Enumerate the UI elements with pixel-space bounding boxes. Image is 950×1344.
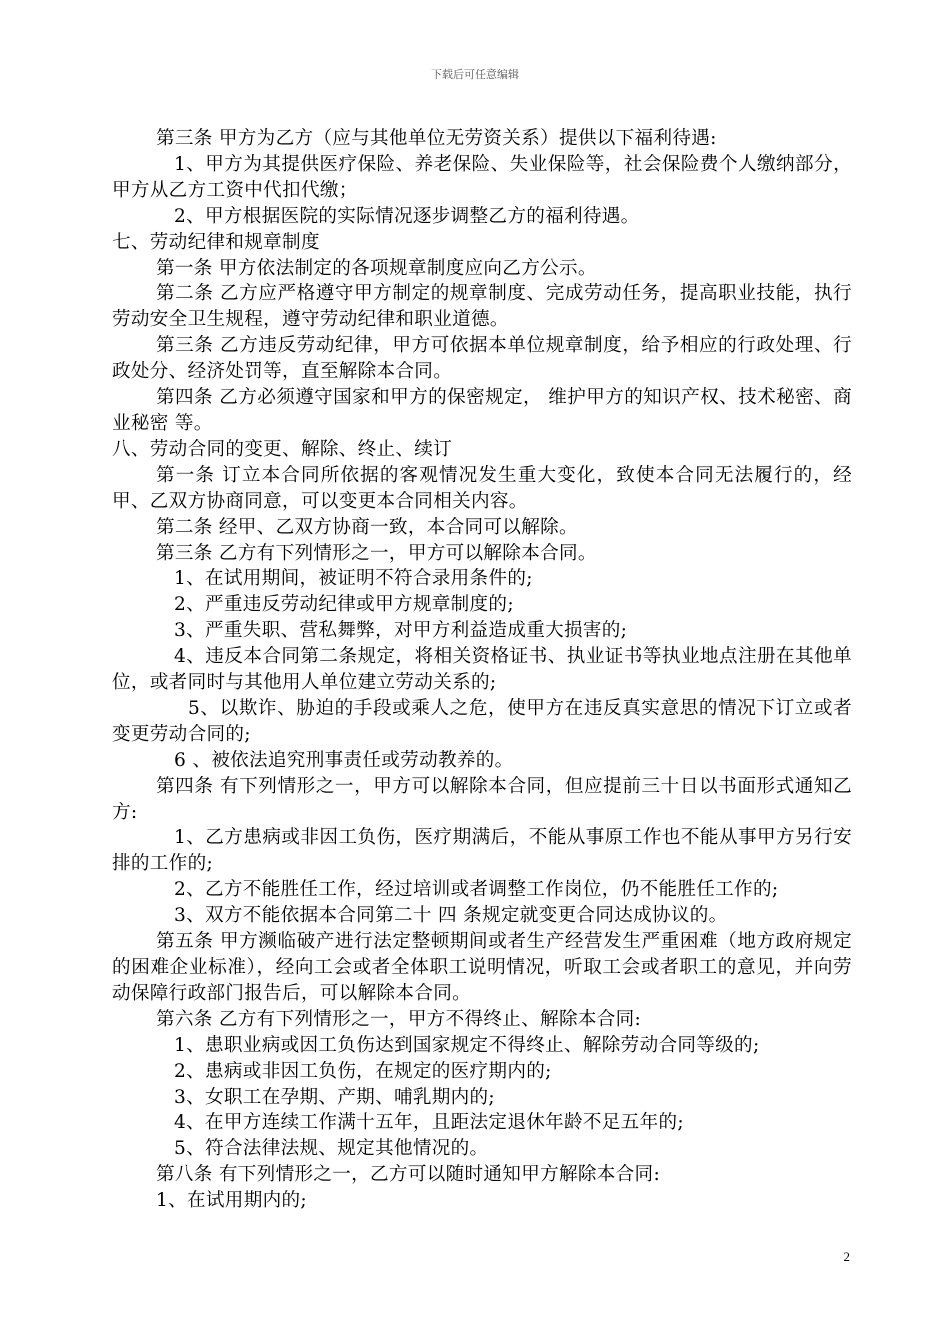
paragraph: 第三条 乙方有下列情形之一，甲方可以解除本合同。 [156,542,597,564]
page-header: 下载后可任意编辑 [431,68,519,81]
paragraph: 4、违反本合同第二条规定，将相关资格证书、执业证书等执业地点注册在其他单位，或者同时与其他用人单位建立劳动关系的; [112,646,852,694]
paragraph: 1、在试用期间，被证明不符合录用条件的; [174,568,533,590]
paragraph: 3、严重失职、营私舞弊，对甲方利益造成重大损害的; [174,620,628,642]
paragraph: 4、在甲方连续工作满十五年，且距法定退休年龄不足五年的; [174,1112,684,1134]
paragraph: 5、以欺诈、胁迫的手段或乘人之危，使甲方在违反真实意思的情况下订立或者变更劳动合同的; [112,697,852,745]
paragraph: 第三条 乙方违反劳动纪律，甲方可依据本单位规章制度，给予相应的行政处理、行政处分、经济处罚等，直至解除本合同。 [112,335,852,383]
section-heading: 七、劳动纪律和规章制度 [112,231,320,253]
paragraph: 2、乙方不能胜任工作，经过培训或者调整工作岗位，仍不能胜任工作的; [174,879,779,901]
page-number: 2 [843,1249,850,1264]
paragraph: 5、符合法律法规、规定其他情况的。 [174,1138,489,1160]
paragraph: 第五条 甲方濒临破产进行法定整顿期间或者生产经营发生严重困难（地方政府规定的困难企业标准），经向工会或者全体职工说明情况，听取工会或者职工的意见，并向劳动保障行政部门报告后，可以解除本合同。 [112,931,852,1004]
paragraph: 第六条 乙方有下列情形之一，甲方不得终止、解除本合同: [156,1008,642,1030]
paragraph: 1、在试用期内的; [156,1190,307,1212]
document-body [112,126,852,1214]
paragraph: 第四条 有下列情形之一，甲方可以解除本合同，但应提前三十日以书面形式通知乙方: [112,775,852,823]
section-heading: 八、劳动合同的变更、解除、终止、续订 [112,438,453,460]
paragraph: 3、女职工在孕期、产期、哺乳期内的; [174,1086,495,1108]
paragraph: 1、甲方为其提供医疗保险、养老保险、失业保险等，社会保险费个人缴纳部分，甲方从乙方工资中代扣代缴； [112,153,852,201]
paragraph: 1、乙方患病或非因工负伤，医疗期满后，不能从事原工作也不能从事甲方另行安排的工作的; [112,827,852,875]
paragraph: 6 、被依法追究刑事责任或劳动教养的。 [174,749,514,771]
paragraph: 1、患职业病或因工负伤达到国家规定不得终止、解除劳动合同等级的; [174,1034,760,1056]
paragraph: 2、严重违反劳动纪律或甲方规章制度的; [174,594,514,616]
paragraph: 第四条 乙方必须遵守国家和甲方的保密规定， 维护甲方的知识产权、技术秘密、商业秘密 等。 [112,387,852,434]
paragraph: 第八条 有下列情形之一，乙方可以随时通知甲方解除本合同: [156,1164,661,1186]
paragraph: 第二条 经甲、乙双方协商一致，本合同可以解除。 [156,516,578,538]
paragraph: 第三条 甲方为乙方（应与其他单位无劳资关系）提供以下福利待遇: [156,128,717,149]
paragraph: 第一条 甲方依法制定的各项规章制度应向乙方公示。 [156,257,597,279]
paragraph: 2、甲方根据医院的实际情况逐步调整乙方的福利待遇。 [174,205,640,227]
paragraph: 第二条 乙方应严格遵守甲方制定的规章制度、完成劳动任务，提高职业技能，执行劳动安全卫生规程，遵守劳动纪律和职业道德。 [112,283,852,331]
paragraph: 3、双方不能依据本合同第二十 四 条规定就变更合同达成协议的。 [174,905,728,927]
paragraph: 第一条 订立本合同所依据的客观情况发生重大变化，致使本合同无法履行的，经甲、乙双方协商同意，可以变更本合同相关内容。 [112,464,852,512]
paragraph: 2、患病或非因工负伤，在规定的医疗期内的; [174,1060,552,1082]
